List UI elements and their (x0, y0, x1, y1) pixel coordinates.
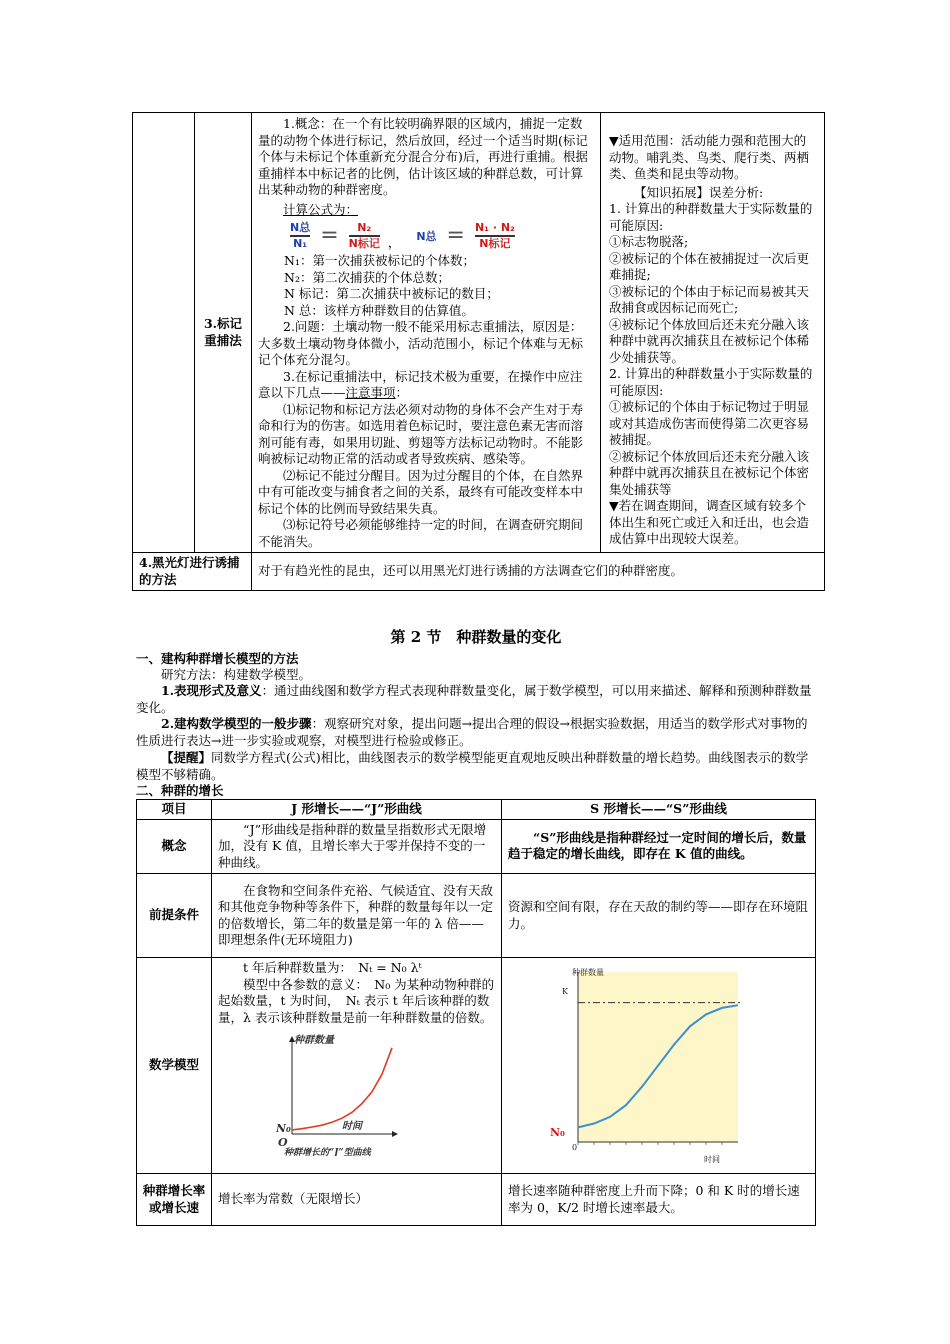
formula-label: 计算公式为： (283, 201, 359, 217)
notes-intro: 3.在标记重捕法中，标记技术极为重要，在操作中应注意以下几点——注意事项： (258, 368, 583, 400)
j-ylabel: 种群数量 (294, 1035, 334, 1046)
table-header-row (137, 800, 816, 820)
j-xlabel: 时间 (342, 1121, 362, 1132)
scope-text: ▼适用范围：活动能力强和范围大的动物。哺乳类、鸟类、爬行类、两栖类、鱼类和昆虫等动物。 (609, 133, 810, 181)
j-premise: 在食物和空间条件充裕、气候适宜、没有天敌和其他竞争物种等条件下，种群的数量每年以一定的倍数增长，第二年的数量是第一年的 λ 倍——即理想条件(无环境阻力) (212, 874, 502, 958)
formula-product: N₁ · N₂ (474, 221, 515, 234)
s-chart-background (578, 972, 738, 1142)
formula (258, 221, 594, 251)
mark-recapture-table (132, 112, 825, 591)
j-concept: “J”形曲线是指种群的数量呈指数形式无限增加，没有 K 值，且增长率大于零并保持不变的一种曲线。 (212, 819, 502, 874)
error-analysis-cell (601, 113, 825, 553)
j-formula: t 年后种群数量为： Nₜ = N₀ λᵗ (243, 960, 422, 975)
note-item: ⑴标记物和标记方法必须对动物的身体不会产生对于寿命和行为的伤害。如选用着色标记时，要注意色素无害而溶剂可能有毒，如果用切趾、剪翅等方法标记动物时。不能影响被标记动物正常的活动或者导致疾病、感染等。 (258, 401, 584, 466)
formula-n-marked: N标记 (348, 237, 380, 250)
table-row (137, 819, 816, 874)
header-cell: S 形增长——“S”形曲线 (502, 800, 816, 820)
j-x-arrow (392, 1131, 398, 1137)
j-curve-chart (276, 1028, 406, 1156)
over-item: ①标志物脱落; (609, 234, 689, 249)
formula-n-total: N总 (290, 221, 311, 234)
under-title: 2. 计算出的种群数量小于实际数量的可能原因: (609, 366, 813, 398)
j-chart-title: 种群增长的“J”型曲线 (284, 1148, 371, 1156)
formula-n-marked-2: N标记 (479, 237, 511, 250)
var-item: N 总：该样方种群数目的估算值。 (284, 302, 474, 318)
table-row (137, 1174, 816, 1226)
over-item: ②被标记的个体在被捕捉过一次后更难捕捉; (609, 250, 810, 282)
j-origin-label: O (278, 1136, 288, 1149)
s-rate: 增长速率随种群密度上升而下降；0 和 K 时的增长速率为 0，K/2 时增长速率最大。 (502, 1174, 816, 1226)
method-label-cell (195, 113, 252, 553)
s-model-cell (502, 958, 816, 1174)
blacklight-row (133, 553, 825, 591)
problem-text: 2.问题：土壤动物一般不能采用标志重捕法，原因是：大多数土壤动物身体微小，活动范围小，标记个体难与无标记个体充分混匀。 (258, 319, 584, 367)
heading-2: 二、种群的增长 (136, 783, 224, 798)
s-k-label: K (562, 987, 568, 996)
blacklight-label: 4.黑光灯进行诱捕的方法 (139, 555, 240, 587)
method-label: 3.标记重捕法 (203, 316, 243, 348)
s-curve-chart (550, 964, 750, 1164)
row-label: 概念 (137, 819, 212, 874)
j-params: 模型中各参数的意义： N₀ 为某种动物种群的起始数量，t 为时间， Nₜ 表示 t 年后该种群的数量，λ 表示该种群数量是前一年种群数量的倍数。 (218, 976, 495, 1025)
heading-1: 一、建构种群增长模型的方法 (136, 651, 299, 666)
variable-list (258, 253, 594, 319)
under-item: ①被标记的个体由于标记物过于明显或对其造成伤害而使得第二次更容易被捕捉。 (609, 399, 810, 447)
row-label: 前提条件 (137, 874, 212, 958)
j-curve-line (292, 1048, 392, 1130)
s-y0-label: N₀ (550, 1126, 565, 1139)
paragraph-2: 2.建构数学模型的一般步骤：观察研究对象，提出问题→提出合理的假设→根据实验数据，用适当的数学形式对事物的性质进行表达→进一步实验或观察，对模型进行检验或修正。 (136, 716, 808, 748)
blacklight-text: 对于有趋光性的昆虫，还可以用黑光灯进行诱捕的方法调查它们的种群密度。 (258, 563, 684, 579)
ext-title: 【知识拓展】误差分析: (634, 184, 764, 200)
under-item: ②被标记个体放回后还未充分融入该种群中就再次捕获且在被标记个体密集处捕获等 (609, 448, 810, 497)
formula-n-total-2: N总 (416, 229, 437, 243)
header-cell: 项目 (137, 800, 212, 820)
over-item: ④被标记个体放回后还未充分融入该种群中就再次捕获且在被标记个体稀少处捕获等。 (609, 316, 810, 365)
concept-text: 1.概念：在一个有比较明确界限的区域内，捕捉一定数量的动物个体进行标记，然后放回，经过一个适当时期(标记个体与未标记个体重新充分混合分布)后，再进行重捕。根据重捕样本中标记者的比例，估计该区域的种群总数，可计算出某种动物的种群密度。 (258, 116, 588, 197)
var-item: N₂：第二次捕获的个体总数； (284, 269, 450, 285)
formula-n1: N₁ (293, 237, 308, 250)
blacklight-label-cell (133, 553, 252, 591)
row-label: 数学模型 (137, 958, 212, 1174)
formula-fraction-left (290, 221, 310, 251)
section-title: 第 2 节 种群数量的变化 (390, 628, 562, 646)
mark-recapture-row (133, 113, 825, 553)
s-xlabel: 时间 (704, 1155, 720, 1164)
over-item: ③被标记的个体由于标记而易被其天敌捕食或因标记而死亡; (609, 283, 810, 315)
tip-paragraph: 【提醒】同数学方程式(公式)相比，曲线图表示的数学模型能更直观地反映出种群数量的增长趋势。曲线图表示的数学模型不够精确。 (136, 750, 809, 782)
formula-fraction-product (475, 221, 515, 251)
growth-table (136, 799, 816, 1226)
var-item: N 标记：第二次捕获中被标记的数目； (284, 286, 499, 301)
equals-sign-2: = (446, 222, 465, 248)
equals-sign-1: = (320, 222, 339, 248)
j-rate: 增长率为常数（无限增长） (212, 1174, 502, 1226)
header-cell: J 形增长——“J”形曲线 (212, 800, 502, 820)
error-note: ▼若在调查期间，调查区域有较多个体出生和死亡或迁入和迁出，也会造成估算中出现较大误差。 (609, 498, 810, 546)
method-text: 研究方法：构建数学模型。 (161, 667, 312, 682)
formula-n2: N₂ (357, 221, 372, 234)
blacklight-text-cell (252, 553, 825, 591)
formula-comma: ， (387, 234, 401, 250)
blank-cell (133, 113, 195, 553)
table-row (137, 958, 816, 1174)
formula-fraction-right (349, 221, 380, 251)
j-y0-label: N₀ (276, 1122, 291, 1135)
note-item: ⑶标记符号必须能够维持一定的时间，在调查研究期间不能消失。 (258, 517, 584, 549)
note-item: ⑵标记不能过分醒目。因为过分醒目的个体，在自然界中有可能改变与捕食者之间的关系，最终有可能改变样本中标记个体的比例而导致结果失真。 (258, 467, 584, 516)
s-ylabel: 种群数量 (572, 968, 604, 977)
s-origin-label: 0 (572, 1143, 578, 1152)
s-concept: “S”形曲线是指种群经过一定时间的增长后，数量趋于稳定的增长曲线，即存在 K 值的曲线。 (502, 819, 816, 874)
s-premise: 资源和空间有限，存在天敌的制约等——即存在环境阻力。 (502, 874, 816, 958)
row-label: 种群增长率或增长速 (137, 1174, 212, 1226)
over-title: 1. 计算出的种群数量大于实际数量的可能原因: (609, 201, 813, 233)
paragraph-1: 1.表现形式及意义：通过曲线图和数学方程式表现种群数量变化，属于数学模型，可以用来描述、解释和预测种群数量变化。 (136, 683, 812, 715)
table-row (137, 874, 816, 958)
var-item: N₁：第一次捕获被标记的个体数； (284, 253, 475, 268)
j-model-cell (212, 958, 502, 1174)
method-content-cell (252, 113, 601, 553)
